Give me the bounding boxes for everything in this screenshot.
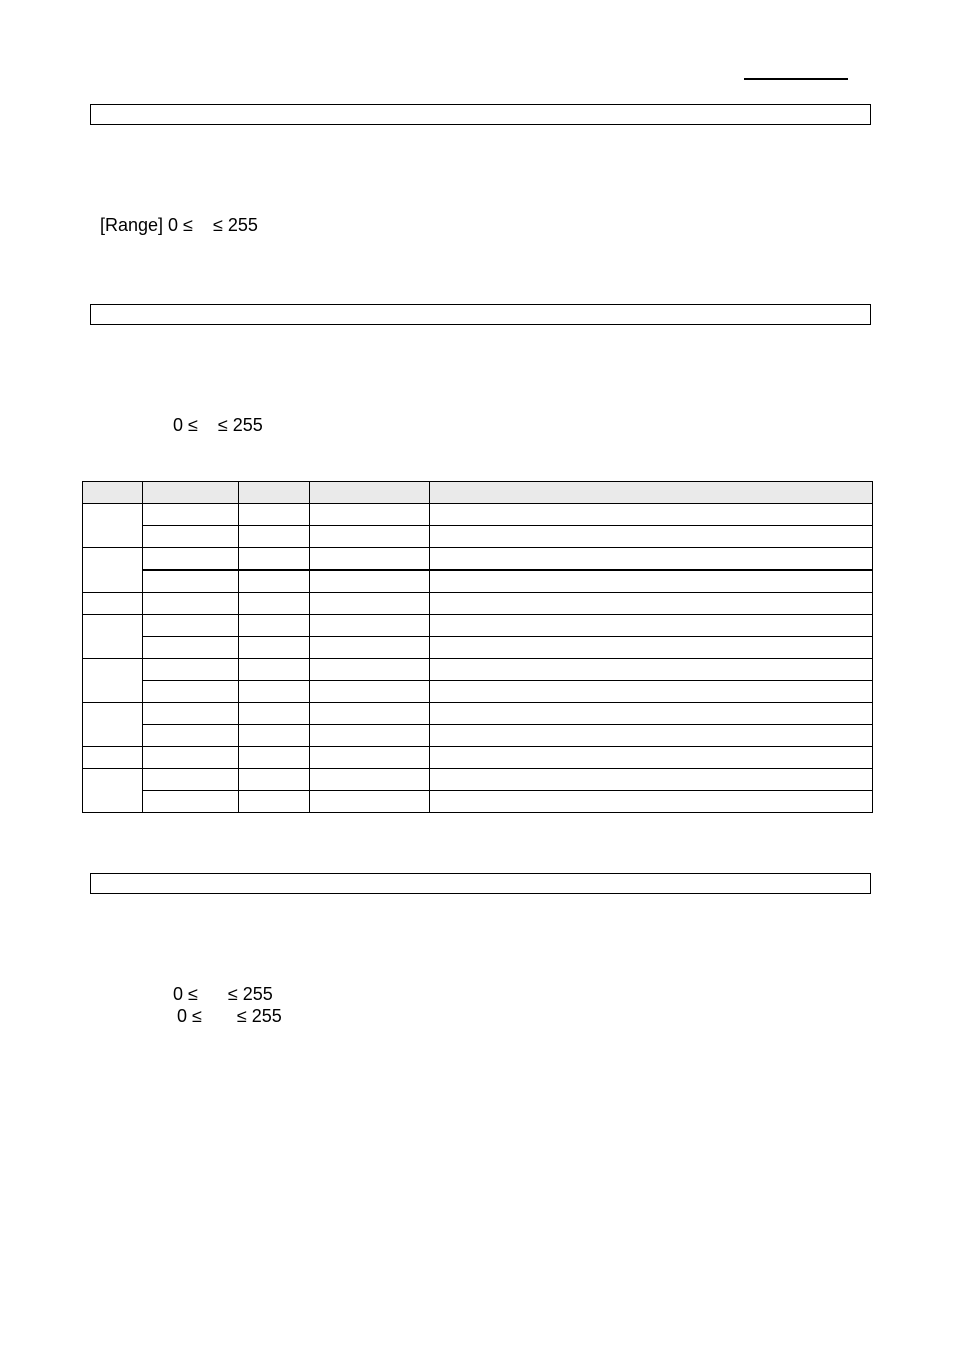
table-row: [83, 791, 873, 813]
command-box-2: [90, 304, 871, 325]
table-row: [83, 593, 873, 615]
table-row: [83, 747, 873, 769]
table-row: [83, 703, 873, 725]
table-row: [83, 570, 873, 593]
range-text-3b: 0 ≤ ≤ 255: [177, 1006, 282, 1026]
bit-cell: [83, 703, 143, 747]
table-row: [83, 526, 873, 548]
table-header-cell: [430, 482, 873, 504]
table-row: [83, 725, 873, 747]
table-header-cell: [143, 482, 239, 504]
table-row: [83, 681, 873, 703]
bit-cell: [83, 615, 143, 659]
table-row: [83, 637, 873, 659]
bit-cell: [83, 747, 143, 769]
bit-cell: [83, 593, 143, 615]
table-row: [83, 615, 873, 637]
bit-table: [82, 481, 873, 813]
bit-cell: [83, 548, 143, 593]
header-rule: [744, 78, 848, 80]
bit-cell: [83, 659, 143, 703]
table-header-row: [83, 482, 873, 504]
range-text-2: 0 ≤ ≤ 255: [173, 415, 263, 435]
bit-cell: [83, 769, 143, 813]
table-header-cell: [83, 482, 143, 504]
table-header-cell: [239, 482, 310, 504]
table-row: [83, 504, 873, 526]
range-text-3a: 0 ≤ ≤ 255: [173, 984, 273, 1004]
table-row: [83, 548, 873, 571]
table-row: [83, 769, 873, 791]
range-text-1: [Range] 0 ≤ ≤ 255: [100, 215, 258, 235]
bit-cell: [83, 504, 143, 548]
table-row: [83, 659, 873, 681]
command-box-3: [90, 873, 871, 894]
command-box-1: [90, 104, 871, 125]
table-header-cell: [310, 482, 430, 504]
